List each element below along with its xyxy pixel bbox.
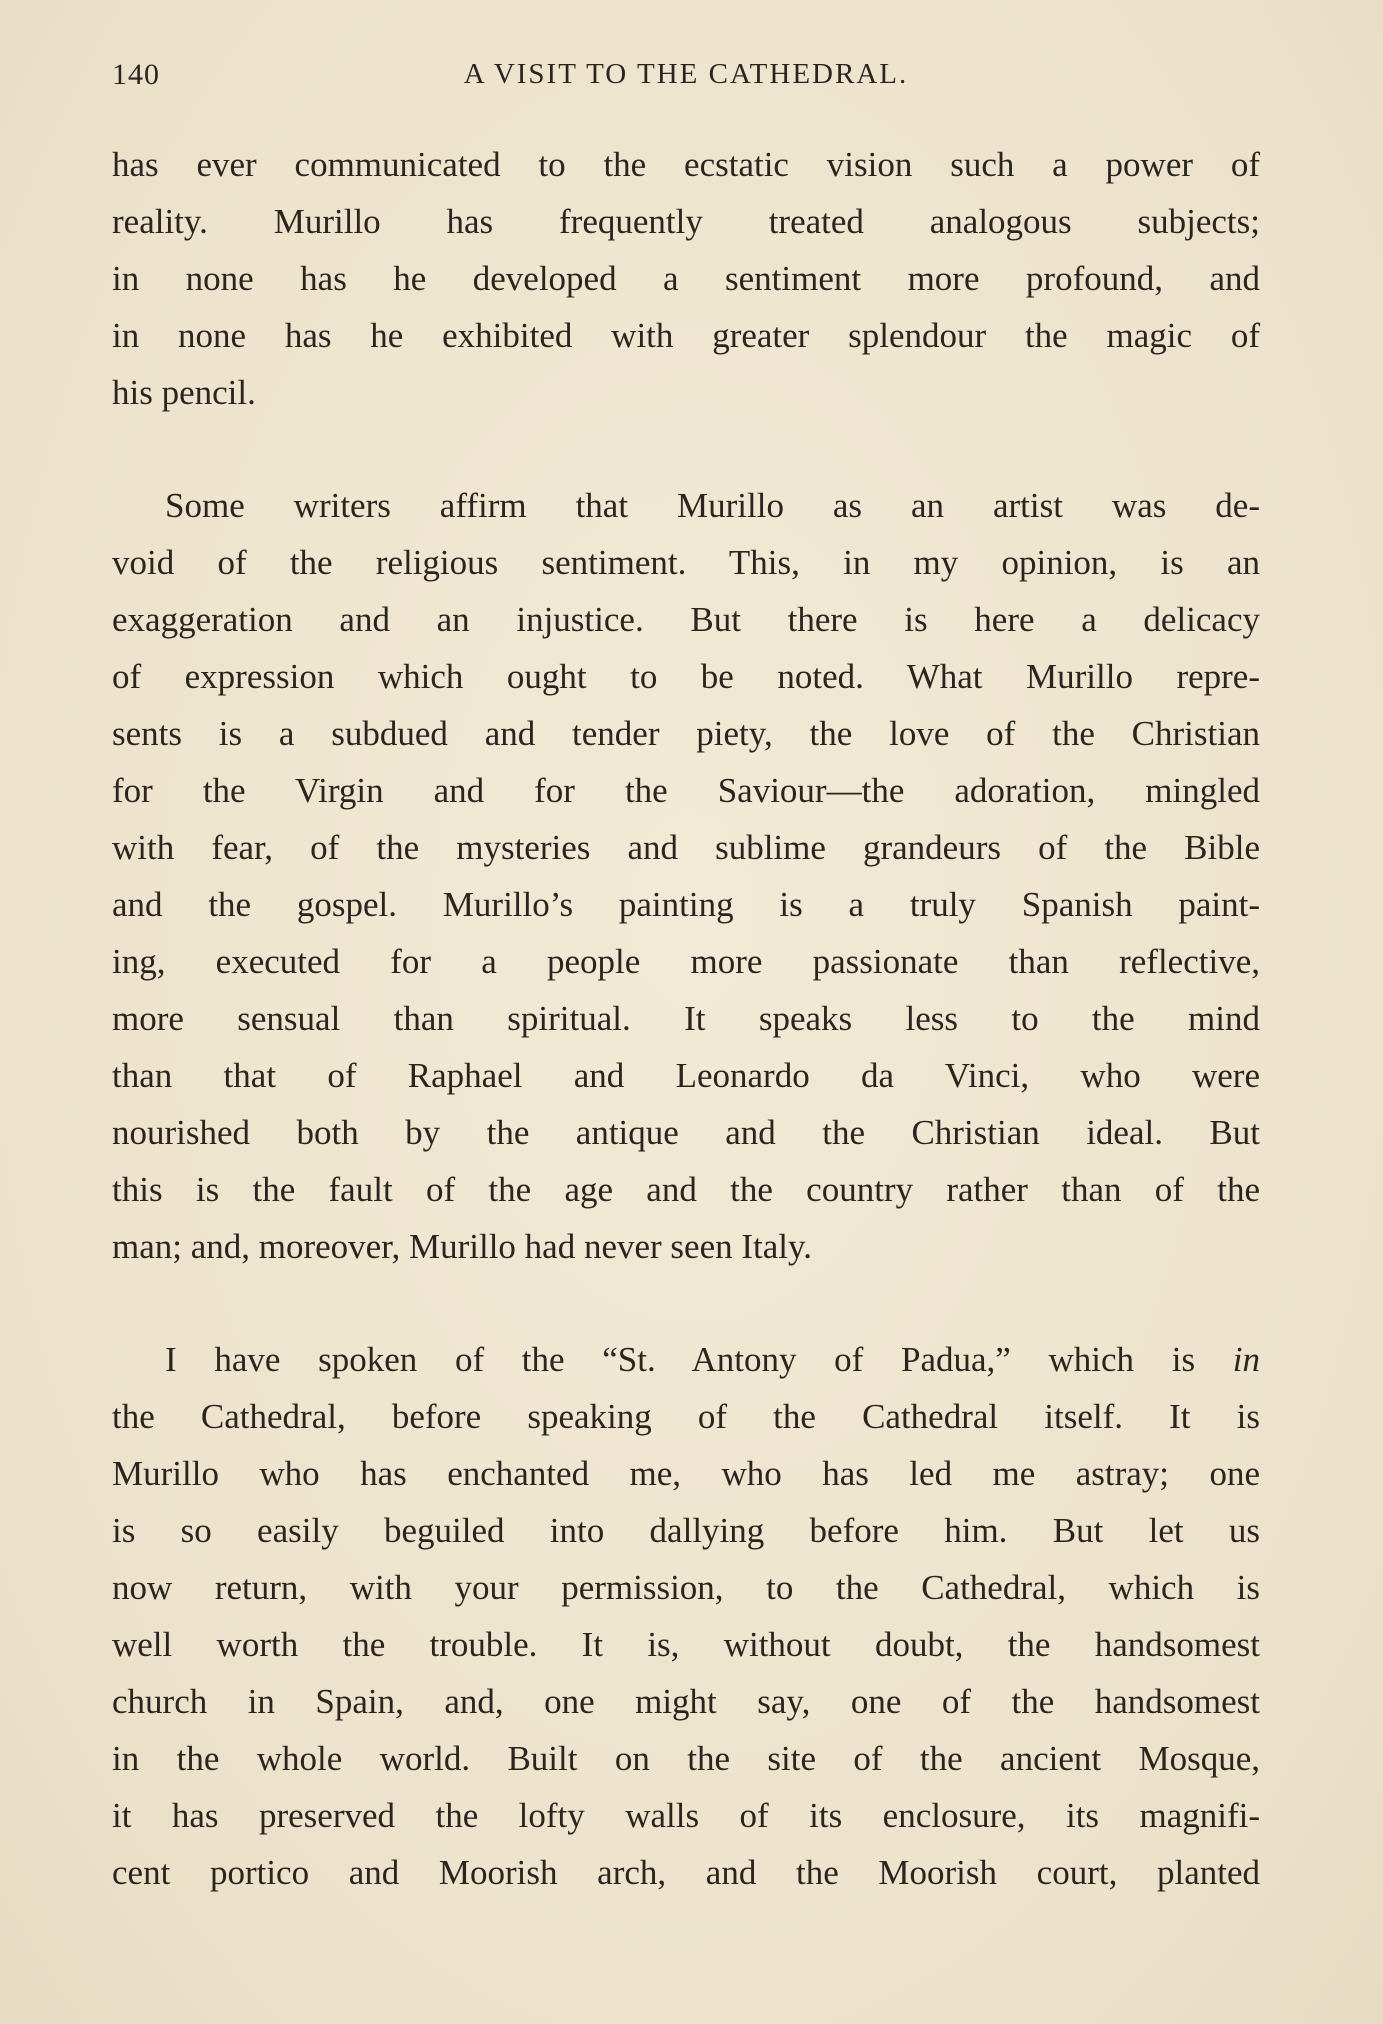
text-line: man; and, moreover, Murillo had never seen Italy. [112, 1227, 812, 1266]
text-line: exaggeration and an injustice. But there is here a delicacy [112, 600, 1260, 639]
text-line: of expression which ought to be noted. What Murillo repre- [112, 657, 1260, 696]
text-line: sents is a subdued and tender piety, the love of the Christian [112, 714, 1260, 753]
text-line-with-italic [112, 1331, 1260, 1388]
text-line: now return, with your permission, to the Cathedral, which is [112, 1568, 1260, 1607]
paragraph-1 [112, 136, 1260, 421]
text-line: reality. Murillo has frequently treated analogous subjects; [112, 202, 1260, 241]
text-line: void of the religious sentiment. This, in my opinion, is an [112, 543, 1260, 582]
text-line: is so easily beguiled into dallying before him. But let us [112, 1511, 1260, 1550]
page-number: 140 [112, 58, 160, 91]
text-line: Murillo who has enchanted me, who has led me astray; one [112, 1454, 1260, 1493]
text-line: nourished both by the antique and the Christian ideal. But [112, 1113, 1260, 1152]
running-head: A VISIT TO THE CATHEDRAL. [463, 58, 909, 90]
paragraph-3 [112, 1331, 1260, 1901]
text-line: it has preserved the lofty walls of its enclosure, its magnifi- [112, 1796, 1260, 1835]
text-line: more sensual than spiritual. It speaks less to the mind [112, 999, 1260, 1038]
text-line: Some writers affirm that Murillo as an artist was de- [165, 486, 1260, 525]
paragraph-2 [112, 477, 1260, 1275]
italic-word: in [1232, 1340, 1260, 1379]
text-line: and the gospel. Murillo’s painting is a truly Spanish paint- [112, 885, 1260, 924]
text-line: in none has he developed a sentiment more profound, and [112, 259, 1260, 298]
text-line: well worth the trouble. It is, without doubt, the handsomest [112, 1625, 1260, 1664]
paragraph-gap [112, 421, 1260, 477]
text-line: has ever communicated to the ecstatic vision such a power of [112, 145, 1260, 184]
text-line-start: I have spoken of the “St. Antony of Padua,” which is [165, 1340, 1196, 1379]
page-header [112, 58, 1260, 102]
body-text [112, 136, 1260, 1901]
text-line: this is the fault of the age and the country rather than of the [112, 1170, 1260, 1209]
text-line: his pencil. [112, 373, 256, 412]
text-line: cent portico and Moorish arch, and the Moorish court, planted [112, 1853, 1260, 1892]
text-line: in none has he exhibited with greater splendour the magic of [112, 316, 1260, 355]
text-line: ing, executed for a people more passionate than reflective, [112, 942, 1260, 981]
text-line: in the whole world. Built on the site of the ancient Mosque, [112, 1739, 1260, 1778]
paragraph-gap [112, 1275, 1260, 1331]
text-line: the Cathedral, before speaking of the Cathedral itself. It is [112, 1397, 1260, 1436]
text-line: church in Spain, and, one might say, one of the handsomest [112, 1682, 1260, 1721]
text-line: with fear, of the mysteries and sublime grandeurs of the Bible [112, 828, 1260, 867]
text-line: for the Virgin and for the Saviour—the adoration, mingled [112, 771, 1260, 810]
text-line: than that of Raphael and Leonardo da Vinci, who were [112, 1056, 1260, 1095]
